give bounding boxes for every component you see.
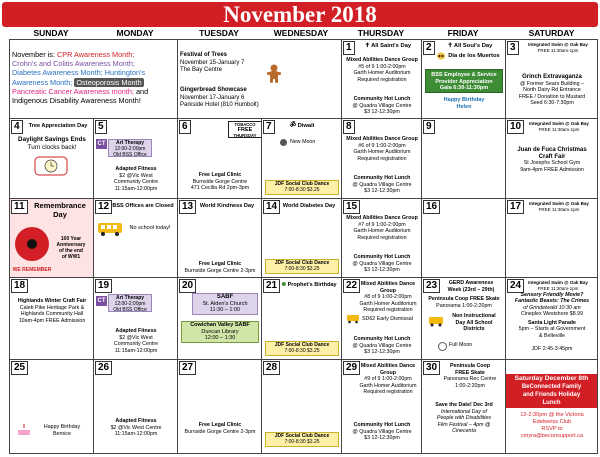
day-11-cell: [10, 199, 94, 278]
hot-lunch: Community Hot Lunch @ Quadra Village Centre $3 12-12:30pm: [352, 96, 412, 116]
day-number: 27: [179, 361, 196, 375]
sensory-friendly-movie: Sensory Friendly Movie? Fantastic Beasts: The Crimes of Grindelwald 10:30 am Cineplex Westshore $8.99: [514, 292, 590, 318]
day-number: 8: [343, 120, 355, 134]
grinch-extravaganza: Grinch Extravaganza @ Former Sears Building – North Dairy Rd Entrance FREE / Donation to Mustard Seed 6:30-7:30pm: [518, 74, 586, 107]
moon-phase: New Moon: [290, 139, 316, 145]
day-number: 22: [343, 279, 360, 293]
day-13-cell: [178, 199, 262, 278]
weekday-saturday: SATURDAY: [528, 28, 575, 38]
we-remember: WE REMEMBER: [12, 267, 52, 273]
day-number: 29: [343, 361, 360, 375]
diabetes-month: Diabetes Awareness Month;: [12, 68, 103, 78]
craft-fair: Juan de Fuca Christmas Craft Fair St Josephs School Gym 9am-4pm FREE Admission: [517, 147, 587, 173]
day-number: 6: [179, 120, 191, 134]
day-number: 18: [11, 279, 28, 293]
day-number: 26: [95, 361, 112, 375]
weekday-monday: MONDAY: [116, 28, 154, 38]
school-bus-icon: [346, 314, 360, 324]
december-8-cell: [506, 360, 597, 453]
hot-lunch: Community Hot Lunch @ Quadra Village Centre $3 12-12:30pm: [352, 175, 412, 195]
day-15-cell: [342, 199, 422, 278]
dia-de-los-muertos: Dia de los Muertos: [448, 53, 500, 59]
day-8-cell: [342, 119, 422, 199]
day-22-cell: [342, 278, 422, 360]
art-therapy: Art Therapy 12:00-2:00pm Old BSS Office: [108, 294, 152, 312]
jdf-social-dance: JDF Social Club Dance 7:00-8:30 $3.25: [265, 259, 339, 274]
day-1-cell: [342, 40, 422, 119]
day-number: 3: [507, 41, 519, 55]
day-19-cell: [94, 278, 178, 360]
day-title: World Kindness Day: [199, 203, 255, 209]
adapted-fitness: Adapted Fitness $2 @Vic West Centre 11:15am-12:00pm: [110, 418, 162, 438]
day-number: 15: [343, 200, 360, 214]
day-number: 30: [423, 361, 440, 375]
hot-lunch: Community Hot Lunch @ Quadra Village Centre $3 12-12:30pm: [352, 336, 412, 356]
hot-lunch: Community Hot Lunch @ Quadra Village Centre $3 12-12:30pm: [352, 254, 412, 274]
calendar-grid: [9, 39, 598, 454]
day-20-cell: [178, 278, 262, 360]
adapted-fitness: Adapted Fitness $2 @Vic West Community Centre 11:15am-12:00pm: [113, 166, 159, 192]
day-number: 24: [507, 279, 524, 293]
cpr-month: CPR Awareness Month;: [57, 50, 135, 59]
integrated-swim: Integrated Swim @ Oak Bay FREE 11:30am-1pm: [529, 121, 589, 132]
art-therapy-icon: CT: [97, 298, 106, 304]
free-legal-clinic: Free Legal Clinic Burnside Gorge Centre 471 Cecilia Rd 2pm-3pm: [190, 172, 250, 192]
free-legal-clinic: Free Legal Clinic Burnside Gorge Centre 2-3pm: [184, 261, 256, 274]
day-9-cell: [422, 119, 506, 199]
jdf-social-dance: JDF Social Club Dance 7:00-8:30 $3.25: [265, 432, 339, 447]
day-title: ✝ All Soul's Day: [447, 43, 493, 49]
art-therapy: Art Therapy 12:00-2:00pm Old BSS Office: [108, 139, 152, 157]
day-number: 9: [423, 120, 435, 134]
holiday-lunch-details: 12-2:30pm @ the Victoria Edelweiss Club RSVP to cmyra@beconsupport.ca: [520, 412, 584, 439]
integrated-swim: Integrated Swim @ Oak Bay FREE 11:30am-1pm: [528, 42, 588, 53]
school-bus-icon: [97, 221, 123, 237]
dance-group: Mixed Abilities Dance Group #9 of 9 1:00-2:00pm Garth Homer Auditorium Required registration: [359, 363, 417, 396]
day-23-cell: [422, 278, 506, 360]
day-number: 4: [11, 120, 23, 134]
diwali: ॐ Diwali: [289, 122, 315, 129]
day-30-cell: [422, 360, 506, 453]
peninsula-skate: Peninsula Coop FREE Skate Panorama 1:00-2:20pm: [428, 296, 500, 309]
birthday-helen: Happy Birthday Helen: [443, 97, 485, 110]
jdf-time: JDF 2:45-3:45pm: [531, 346, 573, 352]
day-number: 5: [95, 120, 107, 134]
hot-lunch: Community Hot Lunch @ Quadra Village Centre $3 12-12:30pm: [352, 422, 412, 442]
school-bus-icon: [428, 316, 444, 328]
tobacco-free-badge: TOBACCO FREE THURSDAY: [228, 121, 262, 138]
peninsula-skate: Peninsula Coop FREE Skate Panorama Rec Centre 1:00-2:20pm: [443, 363, 497, 389]
weekday-friday: FRIDAY: [447, 28, 479, 38]
free-legal-clinic: Free Legal Clinic Burnside Gorge Centre 2-3pm: [184, 422, 256, 435]
weekday-tuesday: TUESDAY: [199, 28, 239, 38]
day-7-cell: [262, 119, 342, 199]
clock-icon: [34, 154, 68, 176]
day-14-cell: [262, 199, 342, 278]
day-26-cell: [94, 360, 178, 453]
skull-icon: [436, 52, 446, 61]
winter-craft-fair: Highlands Winter Craft Fair Caleb Pike Heritage Park & Highlands Community Hall 10am-4pm FREE Admission: [17, 298, 87, 324]
save-the-date: Save the Date! Dec 3rd International Day of People with Disabilities Film Festival – 4pm @ Cinecenta: [435, 402, 493, 435]
moon-phase: Full Moon: [449, 342, 473, 348]
day-title: World Diabetes Day: [282, 203, 336, 209]
appreciation-gala: BSS Employee & Service Provider Appreciation Gala 6:30-11:30pm: [425, 69, 503, 93]
day-title: Tree Appreciation Day: [28, 123, 88, 129]
integrated-swim: Integrated Swim @ Oak Bay FREE 11:30am-1pm: [529, 201, 589, 212]
offices-closed: BSS Offices are Closed: [112, 203, 174, 209]
day-2-cell: [422, 40, 506, 119]
new-moon-icon: [280, 139, 287, 146]
day-29-cell: [342, 360, 422, 453]
dance-group: Mixed Abilities Dance Group #7 of 9 1:00-2:00pm Garth Homer Auditorium Required registration: [346, 215, 418, 241]
day-12-cell: [94, 199, 178, 278]
day-6-cell: [178, 119, 262, 199]
day-16-cell: [422, 199, 506, 278]
integrated-swim: Integrated Swim @ Oak Bay FREE 11:30am-1pm: [528, 280, 588, 291]
day-17-cell: [506, 199, 597, 278]
awareness-text: November is: CPR Awareness Month; Crohn's and Colitis Awareness Month; Diabetes Awareness Month; Huntington's Awareness Month; Osteoporosis Month Pancreatic Cancer Awareness month; and Indigenous Disability Awareness Month!: [12, 50, 149, 106]
jdf-social-dance: JDF Social Club Dance 7:00-8:30 $3.25: [265, 341, 339, 356]
day-number: 19: [95, 279, 112, 293]
daylight-savings: Daylight Savings Ends Turn clocks back!: [18, 136, 86, 151]
weekday-wednesday: WEDNESDAY: [273, 28, 329, 38]
early-dismissal: SD62 Early Dismissal: [362, 316, 413, 322]
day-18-cell: [10, 278, 94, 360]
birthday-cake-icon: [16, 422, 32, 436]
day-number: 7: [263, 120, 275, 134]
day-number: 13: [179, 200, 196, 214]
day-number: 11: [11, 200, 28, 214]
holiday-lunch-banner: Saturday December 8th BeConnected Family and Friends Holiday Lunch: [506, 374, 597, 408]
crohns-month: Crohn's and Colitis Awareness Month;: [12, 59, 135, 69]
adapted-fitness: Adapted Fitness $2 @Vic West Community Centre 11:15am-12:00pm: [113, 328, 159, 354]
full-moon-icon: [438, 342, 447, 351]
poppy-icon: [13, 225, 51, 263]
jdf-social-dance: JDF Social Club Dance 7:00-8:30 $3.25: [265, 180, 339, 195]
osteoporosis-month: Osteoporosis Month: [76, 77, 142, 87]
gerd-awareness: GERD Awareness Week (23rd – 29th): [447, 280, 495, 293]
day-number: 10: [507, 120, 524, 134]
weekday-sunday: SUNDAY: [33, 28, 69, 38]
day-title: ✝ All Saint's Day: [364, 43, 412, 49]
non-instructional-day: Non Instructional Day All School Districts: [452, 313, 496, 333]
remembrance-day: Remembrance Day: [34, 201, 86, 219]
dance-group: Mixed Abilities Dance Group #6 of 9 1:00-2:00pm Garth Homer Auditorium Required registration: [346, 136, 418, 162]
day-number: 14: [263, 200, 280, 214]
day-3-cell: [506, 40, 597, 119]
birthday-bernice: Happy Birthday Bernice: [43, 424, 81, 437]
dance-group: Mixed Abilities Dance Group #8 of 9 1:00-2:00pm Garth Homer Auditorium Required registration: [359, 281, 417, 314]
day-21-cell: [262, 278, 342, 360]
cowichan-sabf: Cowichan Valley SABF Duncan Library 12:00 – 1:30: [181, 321, 259, 343]
art-therapy-icon: CT: [97, 141, 106, 147]
day-number: 23: [423, 279, 440, 293]
day-4-cell: [10, 119, 94, 199]
day-24-cell: [506, 278, 597, 360]
sabf-st-aidens: SABF St. Aiden's Church 11:30 – 1:00: [192, 293, 258, 315]
pancreatic-month: Pancreatic Cancer Awareness month;: [12, 86, 134, 96]
day-25-cell: [10, 360, 94, 453]
page-title: November 2018: [223, 2, 377, 27]
no-school: No school today!: [129, 225, 171, 231]
day-number: 16: [423, 200, 440, 214]
ww1-anniversary: 100 Year Anniversary of the end of WW1: [56, 236, 86, 260]
day-number: 25: [11, 361, 28, 375]
day-number: 21: [263, 279, 280, 293]
day-number: 2: [423, 41, 435, 55]
festival-cell: [178, 40, 342, 119]
awareness-cell: [10, 40, 178, 119]
gingerbread-showcase: Gingerbread Showcase November 17-January 6 Parkside Hotel (810 Humbolt): [180, 87, 259, 108]
day-number: 12: [95, 200, 112, 214]
day-number: 20: [179, 279, 196, 293]
day-5-cell: [94, 119, 178, 199]
day-27-cell: [178, 360, 262, 453]
day-28-cell: [262, 360, 342, 453]
festival-of-trees: Festival of Trees November 15-January 7 The Bay Centre: [180, 52, 245, 73]
dance-group: Mixed Abilities Dance Group #5 of 9 1:00-2:00pm Garth Homer Auditorium Required registration: [346, 57, 418, 83]
prophets-birthday: ✺ Prophet's Birthday: [281, 282, 337, 288]
day-number: 1: [343, 41, 355, 55]
weekday-thursday: THURSDAY: [357, 28, 405, 38]
santa-light-parade: Santa Light Parade 5pm – Starts at Government & Belleville: [518, 320, 586, 339]
gingerbread-icon: [266, 64, 282, 84]
title-banner: [2, 2, 598, 27]
huntingtons-month: Huntington's Awareness Month;: [12, 68, 146, 87]
day-number: 28: [263, 361, 280, 375]
day-number: 17: [507, 200, 524, 214]
day-10-cell: [506, 119, 597, 199]
indigenous-month: Indigenous Disability Awareness Month!: [12, 96, 141, 106]
